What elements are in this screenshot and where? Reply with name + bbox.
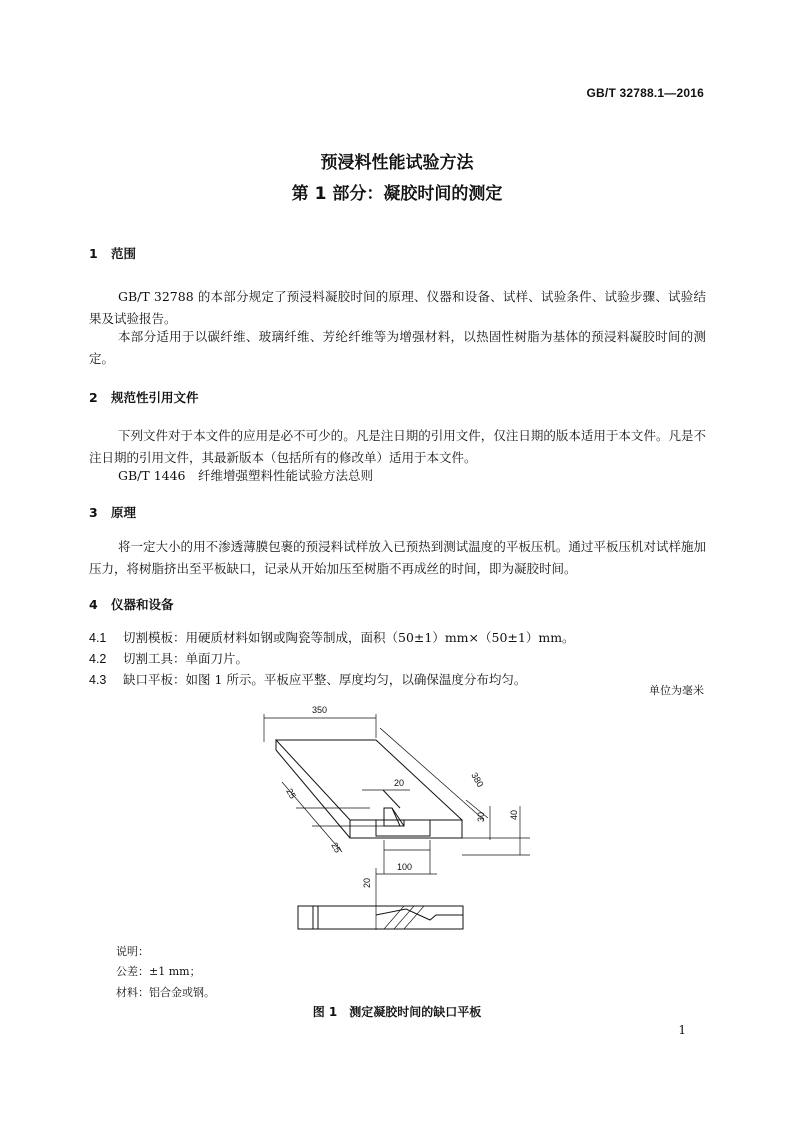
- item-text: 缺口平板：如图 1 所示。平板应平整、厚度均匀，以确保温度分布均匀。: [123, 672, 527, 687]
- item-text: 切割模板：用硬质材料如钢或陶瓷等制成，面积（50±1）mm×（50±1）mm。: [123, 630, 575, 645]
- item-number: 4.3: [89, 673, 107, 687]
- page-number: 1: [678, 1023, 686, 1037]
- dim-20-vertical: 20: [362, 877, 372, 888]
- dimension-lines: [264, 714, 530, 930]
- standard-number: GB/T 32788.1—2016: [586, 86, 704, 100]
- dim-25-a: 25: [284, 786, 298, 801]
- doc-subtitle: 第 1 部分：凝胶时间的测定: [291, 184, 503, 204]
- section-1-para-1: GB/T 32788 的本部分规定了预浸料凝胶时间的原理、仪器和设备、试样、试验条件、试验步骤、试验结果及试验报告。: [89, 289, 706, 326]
- section-number: 3: [89, 505, 98, 520]
- plate-drawing: [276, 740, 462, 838]
- section-view: [298, 906, 463, 929]
- section-title: 范围: [111, 246, 137, 261]
- section-3-para-1: 将一定大小的用不渗透薄膜包裹的预浸料试样放入已预热到测试温度的平板压机。通过平板压机对试样施加压力，将树脂挤出至平板缺口，记录从开始加压至树脂不再成丝的时间，即为凝胶时间。: [89, 539, 706, 576]
- section-number: 1: [89, 246, 98, 261]
- dim-20-top: 20: [394, 778, 405, 788]
- item-text: 切割工具：单面刀片。: [123, 651, 249, 666]
- item-number: 4.2: [89, 652, 107, 666]
- dim-40: 40: [509, 809, 519, 820]
- section-title: 仪器和设备: [111, 597, 174, 612]
- section-title: 原理: [111, 505, 137, 520]
- section-2-reference: GB/T 1446 纤维增强塑料性能试验方法总则: [118, 468, 374, 483]
- plate-front-face: [350, 820, 462, 838]
- section-1-para-2: 本部分适用于以碳纤维、玻璃纤维、芳纶纤维等为增强材料，以热固性树脂为基体的预浸料凝胶时间的测定。: [89, 329, 706, 366]
- dim-100: 100: [397, 862, 413, 872]
- item-number: 4.1: [89, 631, 107, 645]
- dim-30: 30: [476, 811, 486, 822]
- dim-25-b: 25: [329, 840, 343, 855]
- dim-350: 350: [312, 705, 328, 715]
- figure-caption: 图 1 测定凝胶时间的缺口平板: [312, 1005, 482, 1019]
- section-number: 2: [89, 390, 98, 405]
- figure-note-material: 材料：铝合金或钢。: [116, 986, 215, 999]
- section-2-para-1: 下列文件对于本文件的应用是必不可少的。凡是注日期的引用文件，仅注日期的版本适用于本文件。凡是不注日期的引用文件，其最新版本（包括所有的修改单）适用于本文件。: [89, 428, 706, 465]
- dim-380: 380: [469, 770, 486, 789]
- section-title: 规范性引用文件: [111, 390, 199, 405]
- unit-note: 单位为毫米: [649, 684, 704, 697]
- figure-note-tolerance: 公差：±1 mm；: [116, 965, 201, 978]
- figure-note-label: 说明：: [116, 945, 149, 958]
- section-number: 4: [89, 597, 98, 612]
- doc-title: 预浸料性能试验方法: [320, 153, 474, 173]
